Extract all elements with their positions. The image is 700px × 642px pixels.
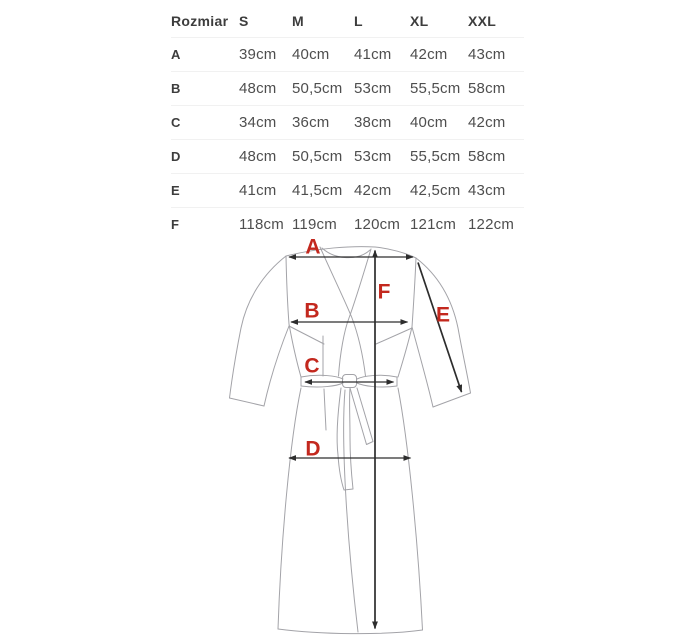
column-header-xxl: XXL <box>468 12 497 29</box>
measurement-value: 36cm <box>292 114 330 131</box>
column-header-xl: XL <box>410 12 429 29</box>
robe-outline <box>230 247 471 634</box>
measurement-value: 122cm <box>468 216 515 233</box>
column-header-rozmiar: Rozmiar <box>171 12 229 29</box>
measurement-value: 48cm <box>239 148 277 165</box>
measurement-letter-b: B <box>304 299 320 323</box>
measurement-letter-d: D <box>305 437 321 461</box>
measurement-value: 39cm <box>239 46 277 63</box>
measurement-value: 42,5cm <box>410 182 461 199</box>
measurement-value: 53cm <box>354 80 392 97</box>
measurement-letter-c: C <box>304 354 320 378</box>
measurement-letter-a: A <box>305 235 321 259</box>
row-label: D <box>171 149 181 164</box>
measurement-value: 50,5cm <box>292 148 343 165</box>
measurement-value: 38cm <box>354 114 392 131</box>
measurement-value: 55,5cm <box>410 148 461 165</box>
measurement-value: 42cm <box>410 46 448 63</box>
measurement-value: 120cm <box>354 216 401 233</box>
measurement-value: 118cm <box>239 216 284 233</box>
measurement-value: 119cm <box>292 216 337 233</box>
measurement-value: 121cm <box>410 216 457 233</box>
measurement-letter-e: E <box>435 303 451 327</box>
measurement-letter-f: F <box>377 280 391 304</box>
row-label: A <box>171 47 181 62</box>
measurement-value: 43cm <box>468 46 506 63</box>
measurement-value: 53cm <box>354 148 392 165</box>
column-header-l: L <box>354 12 363 29</box>
measurement-value: 50,5cm <box>292 80 343 97</box>
row-label: F <box>171 217 180 232</box>
measurement-value: 58cm <box>468 148 506 165</box>
row-label: C <box>171 115 181 130</box>
measurement-value: 40cm <box>410 114 448 131</box>
measurement-value: 58cm <box>468 80 506 97</box>
column-header-m: M <box>292 12 304 29</box>
row-label: B <box>171 81 181 96</box>
measurement-value: 55,5cm <box>410 80 461 97</box>
measurement-value: 43cm <box>468 182 506 199</box>
measurement-value: 42cm <box>354 182 392 199</box>
measurement-value: 41cm <box>239 182 277 199</box>
measurement-value: 40cm <box>292 46 330 63</box>
measurement-value: 41,5cm <box>292 182 343 199</box>
measurement-value: 41cm <box>354 46 392 63</box>
measurement-value: 34cm <box>239 114 277 131</box>
column-header-s: S <box>239 12 249 29</box>
measurement-value: 42cm <box>468 114 506 131</box>
measurement-value: 48cm <box>239 80 277 97</box>
row-label: E <box>171 183 180 198</box>
